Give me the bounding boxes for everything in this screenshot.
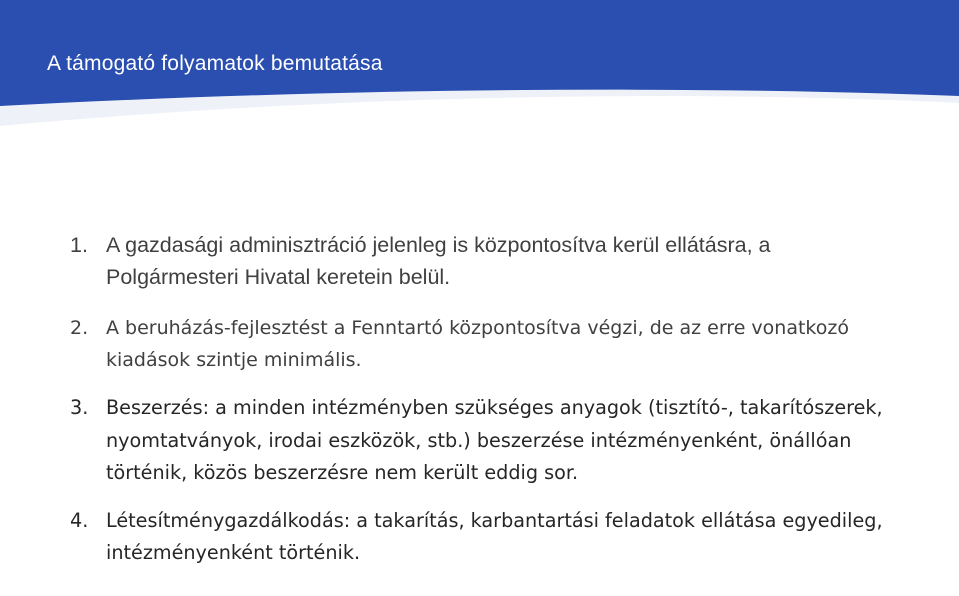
- list-item-1: [70, 229, 890, 293]
- list-item-text: Létesítménygazdálkodás: a takarítás, karbantartási feladatok ellátása egyedileg, intézményenként történik.: [106, 508, 883, 564]
- list-item-text: A beruházás-fejlesztést a Fenntartó központosítva végzi, de az erre vonatkozó kiadások szintje minimális.: [106, 317, 849, 371]
- content-list: [70, 229, 890, 570]
- list-item-2: [70, 312, 890, 376]
- list-item-number: 3.: [70, 396, 89, 419]
- list-item-3: [70, 392, 890, 490]
- list-item-number: 1.: [70, 233, 88, 257]
- list-item-number: 2.: [70, 317, 89, 339]
- list-item-4: [70, 505, 890, 570]
- list-item-text: A gazdasági adminisztráció jelenleg is központosítva kerül ellátásra, a Polgármesteri Hivatal keretein belül.: [106, 233, 771, 289]
- list-item-text: Beszerzés: a minden intézményben szükséges anyagok (tisztító-, takarítószerek, nyomtatványok, irodai eszközök, stb.) beszerzése intézményenként, önállóan történik, közös beszerzésre nem került eddig sor.: [106, 396, 883, 484]
- list-item-number: 4.: [70, 508, 89, 532]
- slide-title: A támogató folyamatok bemutatása: [47, 52, 383, 75]
